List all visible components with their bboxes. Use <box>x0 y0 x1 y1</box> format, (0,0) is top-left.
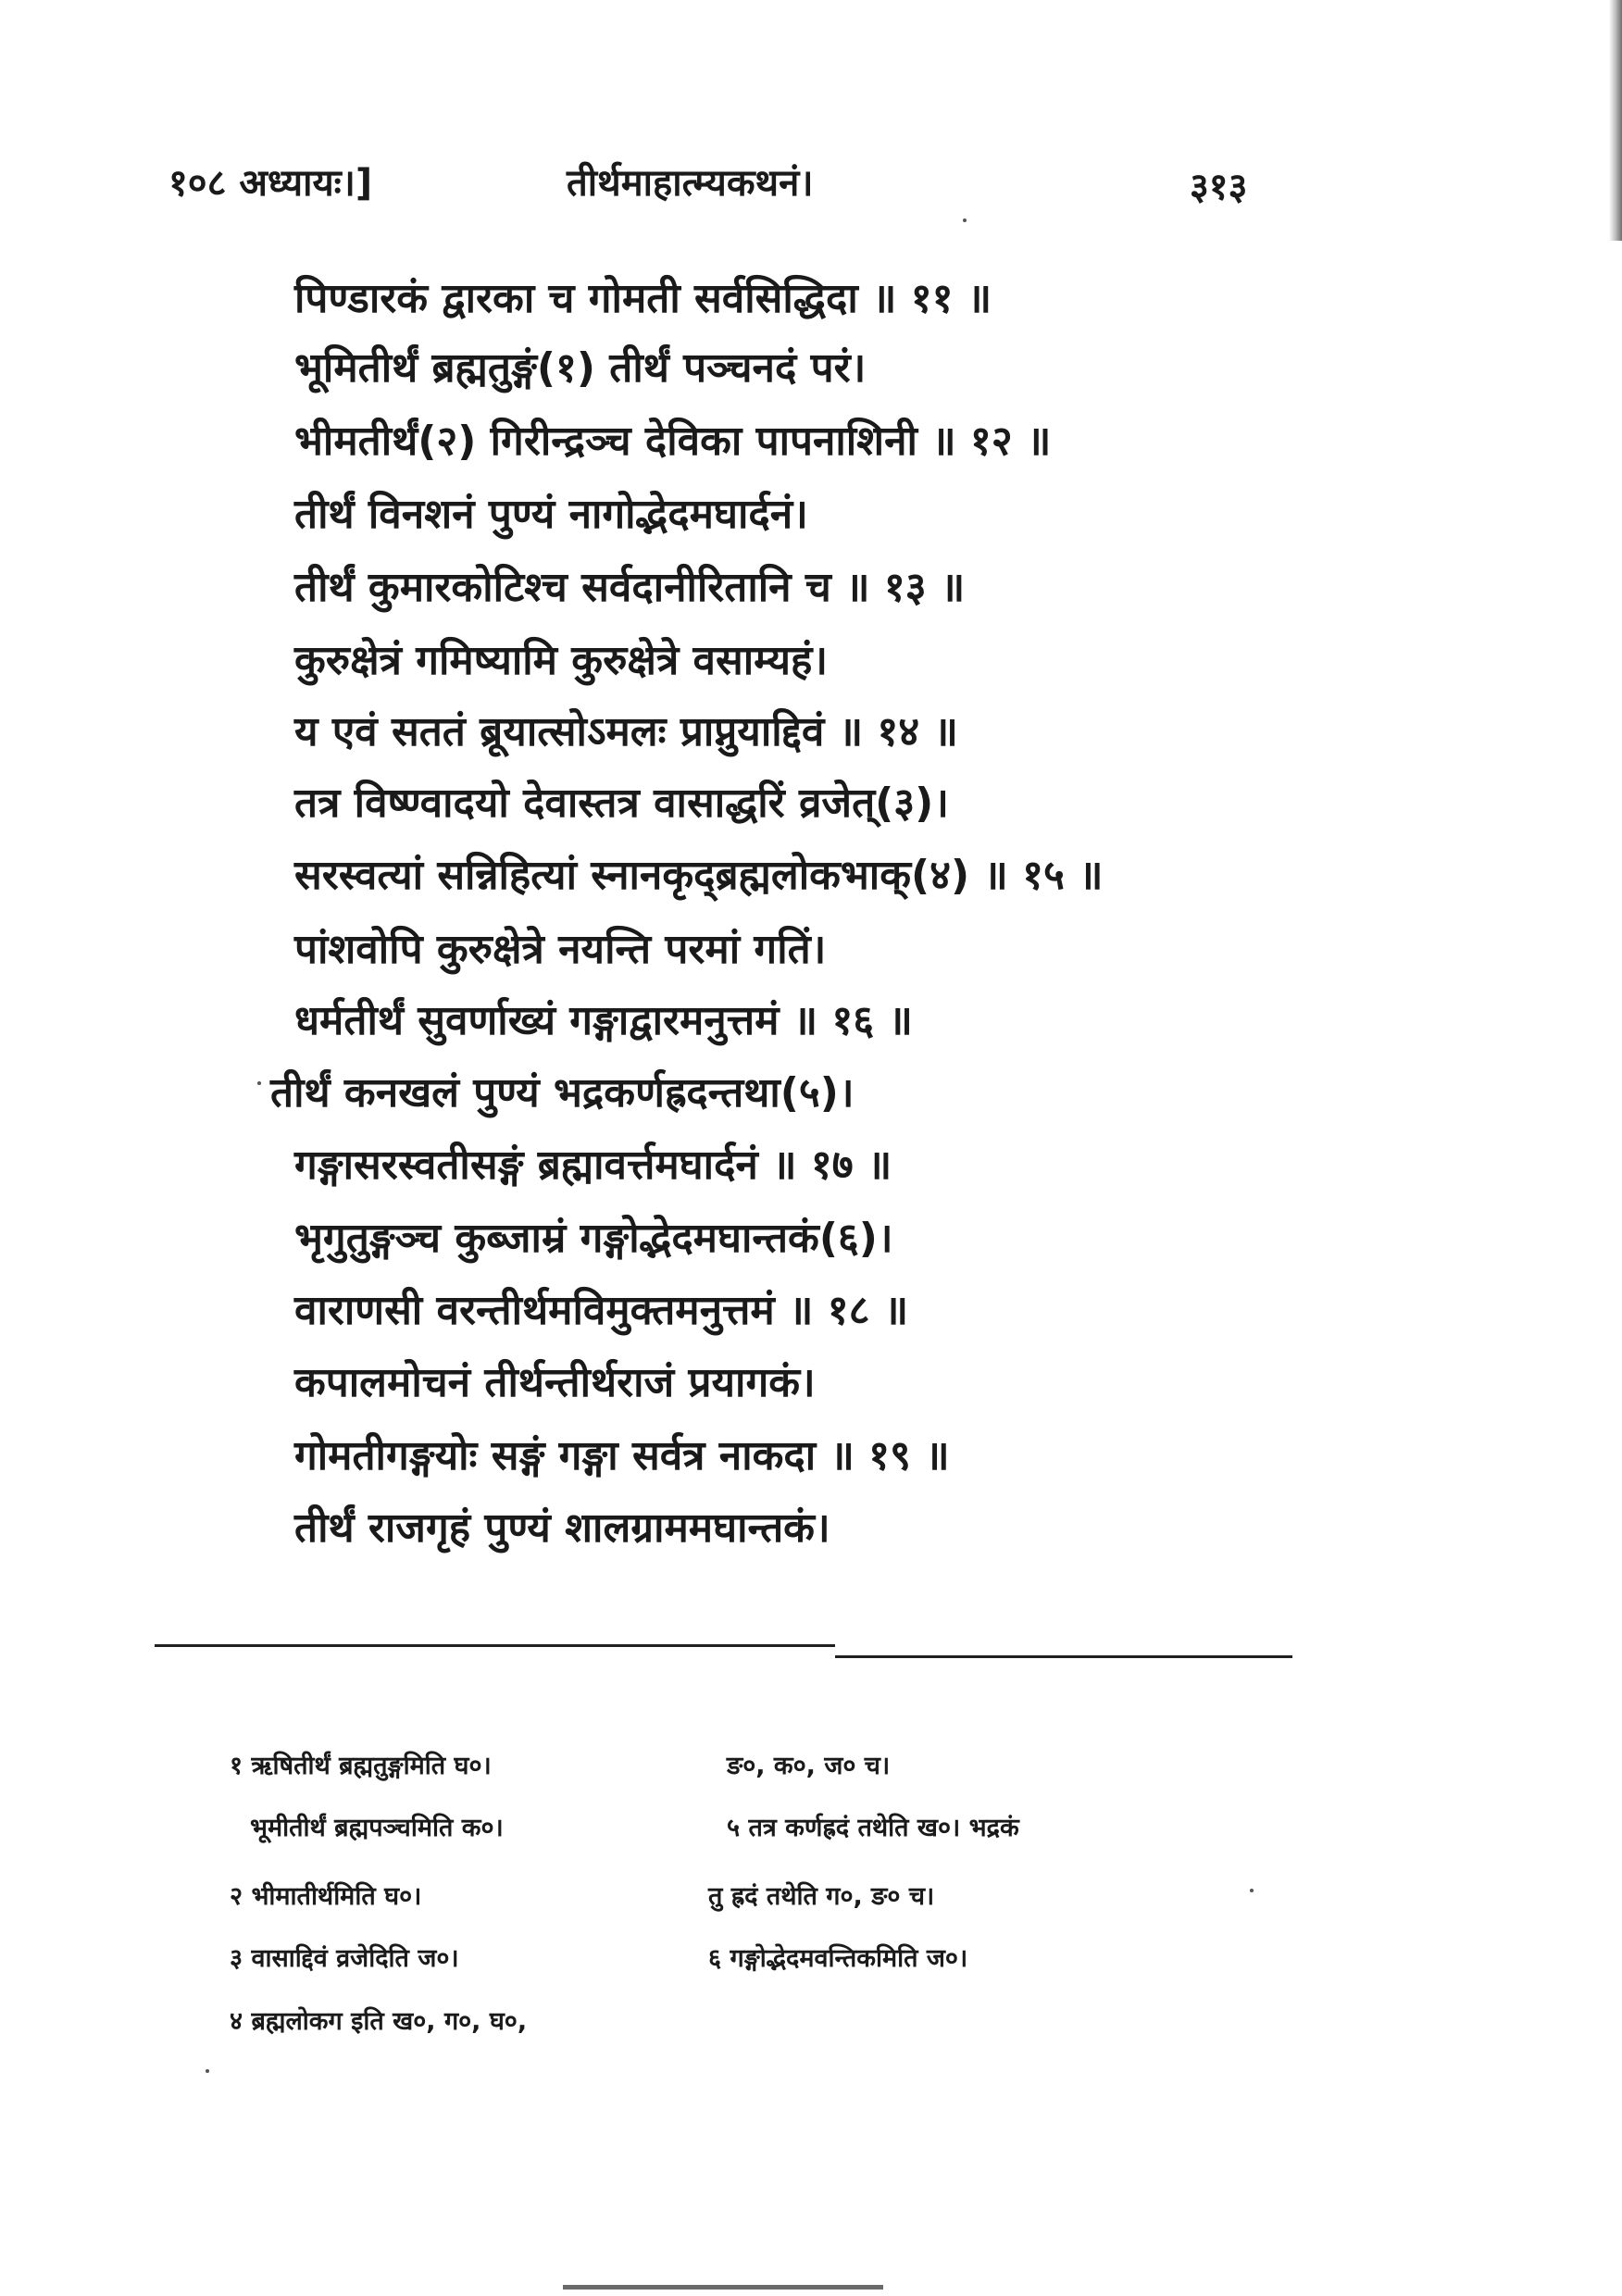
scan-speck <box>1250 1889 1254 1892</box>
verse-line: भूमितीर्थं ब्रह्मतुङ्गं(१) तीर्थं पञ्चनदं परं। <box>294 344 867 392</box>
verse-line: तीर्थं राजगृहं पुण्यं शालग्राममघान्तकं। <box>294 1504 830 1552</box>
verse-line: तीर्थं कनखलं पुण्यं भद्रकर्णह्रदन्तथा(५)। <box>270 1069 855 1117</box>
footnote-1-continued: भूमीतीर्थं ब्रह्मपञ्चमिति क०। <box>250 1814 504 1842</box>
verse-line: तत्र विष्ण्वादयो देवास्तत्र वासाद्धरिं व्रजेत्(३)। <box>294 780 949 827</box>
verse-line: धर्मतीर्थं सुवर्णाख्यं गङ्गाद्वारमनुत्तमं ॥ १६ ॥ <box>294 997 913 1044</box>
footnote-5-continued: तु ह्रदं तथेति ग०, ङ० च। <box>708 1882 935 1911</box>
footnote-3: ३ वासाद्दिवं व्रजेदिति ज०। <box>230 1944 459 1973</box>
chapter-heading: १०८ अध्यायः।] <box>168 162 373 205</box>
scan-edge-shadow <box>1609 0 1622 241</box>
scan-speck <box>257 1081 261 1085</box>
footnote-rule-right <box>835 1655 1292 1658</box>
footnote-6: ६ गङ्गोद्भेदमवन्तिकमिति ज०। <box>708 1944 968 1973</box>
verse-line: कपालमोचनं तीर्थन्तीर्थराजं प्रयागकं। <box>294 1359 816 1406</box>
verse-line: सरस्वत्यां सन्निहित्यां स्नानकृद्ब्रह्मलोकभाक्(४) ॥ १५ ॥ <box>294 852 1104 899</box>
footnote-rule-left <box>155 1644 835 1647</box>
footnote-4: ४ ब्रह्मलोकग इति ख०, ग०, घ०, <box>230 2007 528 2036</box>
verse-line: तीर्थं विनशनं पुण्यं नागोद्भेदमघार्दनं। <box>294 491 808 538</box>
verse-line: तीर्थं कुमारकोटिश्च सर्वदानीरितानि च ॥ १३ ॥ <box>294 564 966 611</box>
verse-line: वाराणसी वरन्तीर्थमविमुक्तमनुत्तमं ॥ १८ ॥ <box>294 1287 909 1334</box>
scan-speck <box>963 218 967 222</box>
footnote-2: २ भीमातीर्थमिति घ०। <box>230 1882 422 1911</box>
verse-line: भीमतीर्थं(२) गिरीन्द्रञ्च देविका पापनाशिनी ॥ १२ ॥ <box>294 418 1052 465</box>
verse-line: पिण्डारकं द्वारका च गोमती सर्वसिद्धिदा ॥ ११ ॥ <box>294 275 992 322</box>
verse-line: भृगुतुङ्गञ्च कुब्जाम्रं गङ्गोद्भेदमघान्तकं(६)। <box>294 1215 893 1262</box>
verse-line: य एवं सततं ब्रूयात्सोऽमलः प्राप्नुयाद्दिवं ॥ १४ ॥ <box>294 708 958 755</box>
scan-artifact-line <box>563 2285 883 2290</box>
footnote-1: १ ऋषितीर्थं ब्रह्मतुङ्गमिति घ०। <box>230 1752 492 1780</box>
footnote-5: ५ तत्र कर्णह्रदं तथेति ख०। भद्रकं <box>727 1814 1019 1842</box>
footnote-4-continued: ङ०, क०, ज० च। <box>727 1752 891 1780</box>
verse-line: कुरुक्षेत्रं गमिष्यामि कुरुक्षेत्रे वसाम्यहं। <box>294 637 829 684</box>
scan-speck <box>206 2069 209 2073</box>
page-title: तीर्थमाहात्म्यकथनं। <box>567 162 814 205</box>
page-number: ३१३ <box>1190 166 1248 208</box>
verse-line: गङ्गासरस्वतीसङ्गं ब्रह्मावर्त्तमघार्दनं ॥ १७ ॥ <box>294 1142 892 1189</box>
verse-line: पांशवोपि कुरुक्षेत्रे नयन्ति परमां गतिं। <box>294 926 827 973</box>
verse-line: गोमतीगङ्गयोः सङ्गं गङ्गा सर्वत्र नाकदा ॥ १९ ॥ <box>294 1432 950 1479</box>
